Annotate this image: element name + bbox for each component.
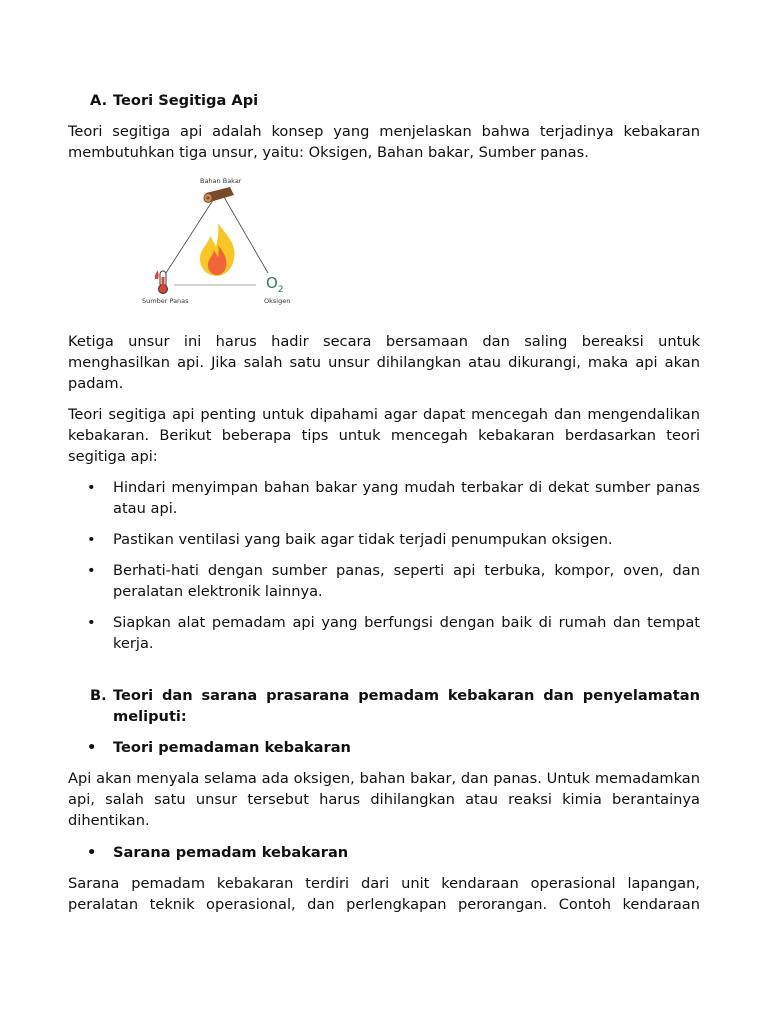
tip-text: Pastikan ventilasi yang baik agar tidak terjadi penumpukan oksigen. (113, 531, 613, 548)
label-sumber-panas: Sumber Panas (142, 297, 189, 305)
tip-text: Hindari menyimpan bahan bakar yang mudah terbakar di dekat sumber panas atau api. (113, 479, 700, 517)
thermometer-icon (155, 270, 168, 294)
section-a-paragraph-2: Teori segitiga api penting untuk dipahami agar dapat mencegah dan mengendalikan kebakaran. Berikut beberapa tips untuk mencegah kebakaran berdasarkan teori segitiga api: (68, 406, 700, 465)
section-b-marker: B. (90, 687, 107, 704)
list-item (68, 529, 700, 550)
bullet-marker: • (87, 531, 96, 548)
section-a-paragraph-1: Ketiga unsur ini harus hadir secara bersamaan dan saling bereaksi untuk menghasilkan api. Jika salah satu unsur dihilangkan atau dikurangi, maka api akan padam. (68, 333, 700, 392)
tip-text: Berhati-hati dengan sumber panas, seperti api terbuka, kompor, oven, dan peralatan elektronik lainnya. (113, 562, 700, 600)
subsection-sarana-pemadam (68, 842, 700, 863)
document-page (68, 90, 700, 915)
fire-triangle-diagram (138, 175, 298, 315)
subsection-sarana-pemadam-text: Sarana pemadam kebakaran terdiri dari unit kendaraan operasional lapangan, peralatan teknik operasional, dan perlengkapan perorangan. Contoh kendaraan (68, 875, 700, 913)
bullet-marker: • (87, 614, 96, 631)
bullet-marker: • (87, 479, 96, 496)
bullet-marker: • (87, 844, 97, 861)
label-oksigen: Oksigen (264, 297, 291, 305)
subsection-title: Teori pemadaman kebakaran (113, 739, 351, 756)
subsection-teori-pemadaman-text: Api akan menyala selama ada oksigen, bahan bakar, dan panas. Untuk memadamkan api, salah satu unsur tersebut harus dihilangkan atau reaksi kimia berantainya dihentikan. (68, 770, 700, 829)
bullet-marker: • (87, 562, 96, 579)
list-item (68, 477, 700, 519)
subsection-teori-pemadaman (68, 737, 700, 758)
label-bahan-bakar: Bahan Bakar (200, 177, 242, 185)
bullet-marker: • (87, 739, 97, 756)
wood-log-icon (204, 187, 234, 203)
list-item (68, 612, 700, 654)
o2-subscript: 2 (277, 285, 284, 295)
list-item (68, 560, 700, 602)
section-a-heading (90, 90, 700, 111)
section-a-intro: Teori segitiga api adalah konsep yang menjelaskan bahwa terjadinya kebakaran membutuhkan tiga unsur, yaitu: Oksigen, Bahan bakar, Sumber panas. (68, 123, 700, 161)
flame-icon (200, 223, 235, 276)
o2-icon (266, 275, 284, 298)
section-a-marker: A. (90, 92, 108, 109)
section-b-title: Teori dan sarana prasarana pemadam kebakaran dan penyelamatan meliputi: (113, 687, 700, 725)
tips-list (68, 477, 700, 654)
tip-text: Siapkan alat pemadam api yang berfungsi dengan baik di rumah dan tempat kerja. (113, 614, 700, 652)
subsection-title: Sarana pemadam kebakaran (113, 844, 349, 861)
section-b-heading (90, 685, 700, 727)
o2-letter: O (266, 274, 278, 292)
section-a-title: Teori Segitiga Api (113, 92, 259, 109)
